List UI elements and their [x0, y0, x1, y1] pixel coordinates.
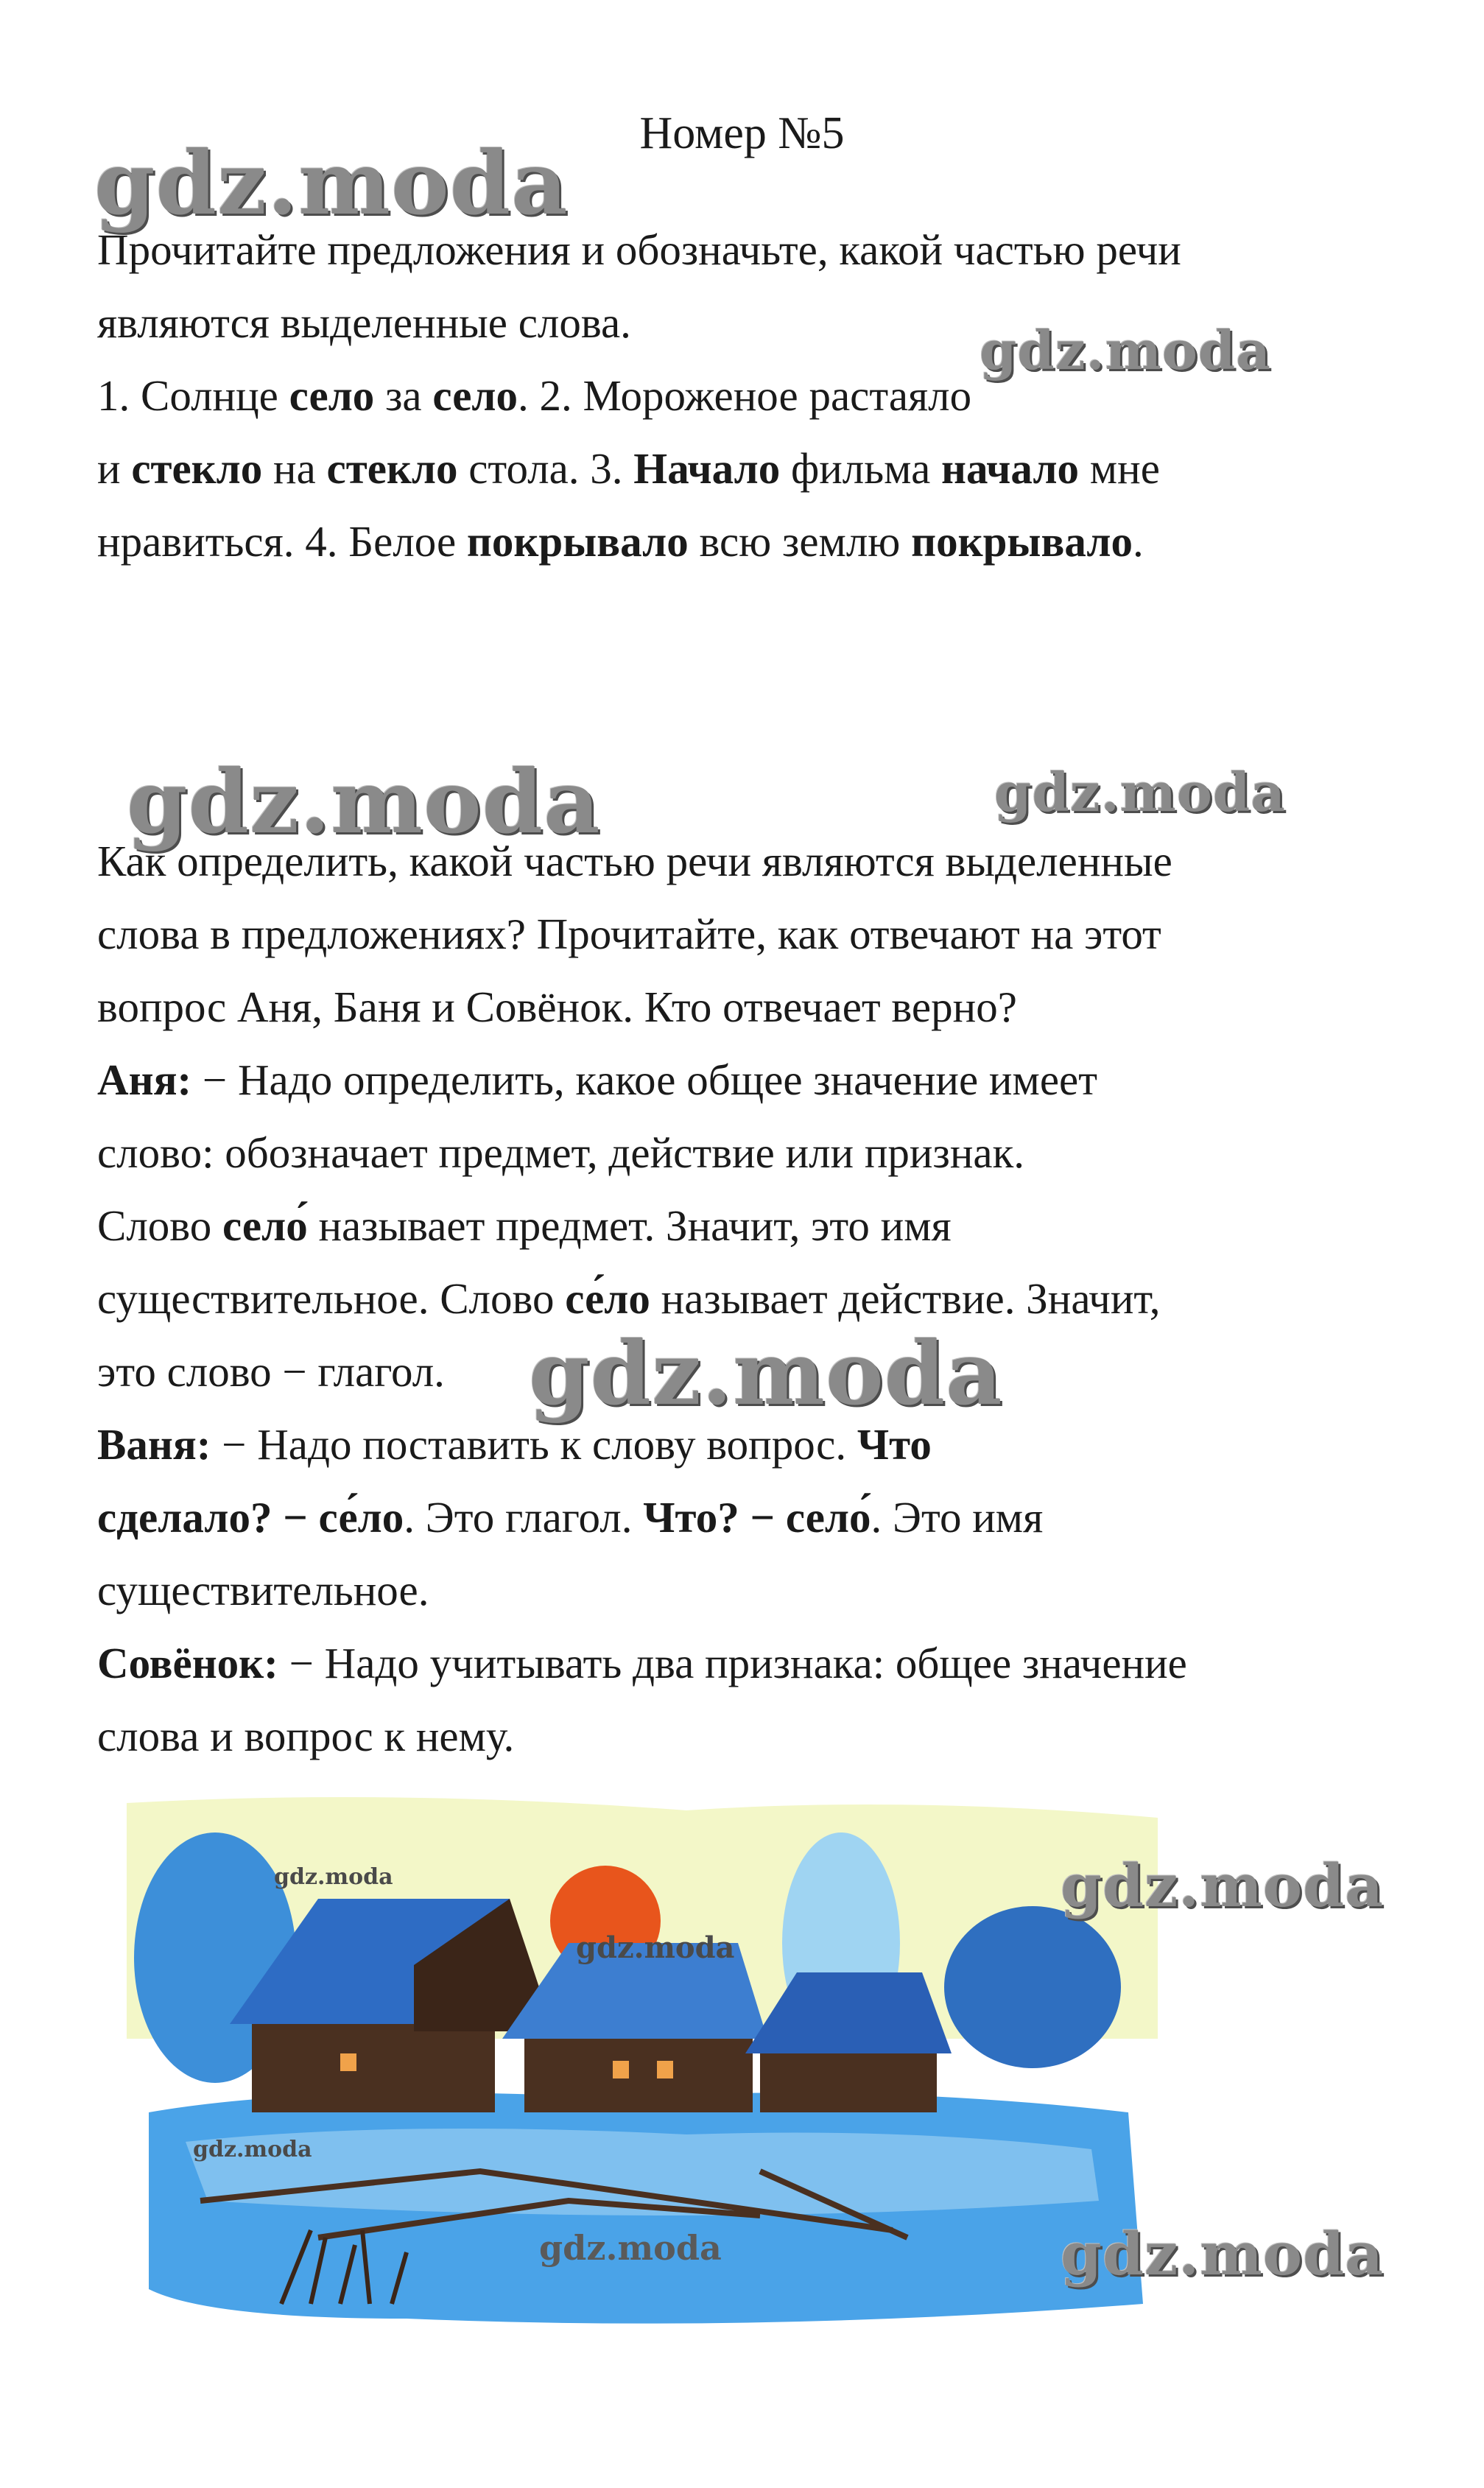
answer-vanya	[97, 1481, 1393, 1554]
text-fragment: за	[374, 371, 433, 420]
watermark: gdz.moda	[1061, 1851, 1384, 1920]
snow-highlight	[186, 2129, 1099, 2215]
text-fragment: называет действие. Значит,	[650, 1274, 1161, 1323]
answer-anya	[97, 1044, 1393, 1117]
watermark: gdz.moda	[529, 1322, 1003, 1424]
answer-anya	[97, 1189, 1393, 1262]
text-fragment: Слово	[97, 1201, 222, 1250]
speaker-name: Ваня:	[97, 1420, 211, 1469]
watermark: gdz.moda	[980, 319, 1271, 382]
text-fragment: . Это глагол.	[404, 1493, 644, 1542]
task-text	[97, 214, 1393, 578]
highlighted-word: се́ло	[565, 1274, 650, 1323]
highlighted-word: Что	[857, 1420, 932, 1469]
answer-anya	[97, 1262, 1393, 1335]
task-line	[97, 359, 1393, 432]
highlighted-word: Что? − село́	[643, 1493, 871, 1542]
answer-owl	[97, 1700, 1393, 1773]
highlighted-word: покрывало	[466, 517, 689, 566]
text-fragment: Прочитайте предложения и обозначьте, какой частью речи	[97, 225, 1181, 274]
answer-vanya	[97, 1554, 1393, 1627]
window	[657, 2061, 673, 2078]
task-line	[97, 287, 1393, 359]
text-fragment: это слово − глагол.	[97, 1347, 445, 1396]
text-fragment: слова и вопрос к нему.	[97, 1712, 515, 1760]
watermark: gdz.moda	[193, 2137, 312, 2162]
text-fragment: нравиться. 4. Белое	[97, 517, 467, 566]
answer-anya	[97, 1117, 1393, 1189]
text-fragment: и	[97, 444, 132, 493]
window	[613, 2061, 629, 2078]
text-fragment: существительное. Слово	[97, 1274, 566, 1323]
text-fragment: 1. Солнце	[97, 371, 289, 420]
task-line	[97, 214, 1393, 287]
text-fragment: . Это имя	[871, 1493, 1044, 1542]
highlighted-word: сделало? − се́ло	[97, 1493, 404, 1542]
answer-anya	[97, 1335, 1393, 1408]
text-fragment: фильма	[780, 444, 942, 493]
question-line	[97, 825, 1393, 898]
highlighted-word: Начало	[633, 444, 781, 493]
answer-vanya	[97, 1408, 1393, 1481]
text-fragment: на	[262, 444, 327, 493]
question-line	[97, 898, 1393, 971]
task-line	[97, 432, 1393, 505]
text-fragment: − Надо определить, какое общее значение имеет	[191, 1055, 1097, 1104]
watermark: gdz.moda	[1061, 2219, 1384, 2288]
text-fragment: всю землю	[688, 517, 912, 566]
text-fragment: мне	[1079, 444, 1160, 493]
winter-village-illustration	[97, 1788, 1172, 2348]
watermark: gdz.moda	[94, 132, 569, 234]
task-line	[97, 505, 1393, 578]
highlighted-word: стекло	[131, 444, 263, 493]
text-fragment: существительное.	[97, 1566, 429, 1614]
highlighted-word: стекло	[326, 444, 458, 493]
page-title: Номер №5	[639, 108, 845, 158]
text-fragment: слова в предложениях? Прочитайте, как отвечают на этот	[97, 910, 1161, 958]
watermark: gdz.moda	[994, 761, 1286, 823]
question-line	[97, 971, 1393, 1044]
watermark: gdz.moda	[539, 2228, 722, 2268]
window	[340, 2053, 356, 2071]
highlighted-word: начало	[941, 444, 1080, 493]
text-fragment: слово: обозначает предмет, действие или признак.	[97, 1128, 1024, 1177]
tree-far-right	[944, 1906, 1121, 2068]
highlighted-word: село	[289, 371, 375, 420]
text-fragment: − Надо учитывать два признака: общее значение	[278, 1639, 1187, 1687]
dialog-text	[97, 825, 1393, 1773]
house	[524, 2031, 753, 2112]
watermark: gdz.moda	[127, 751, 601, 853]
text-fragment: Как определить, какой частью речи являются выделенные	[97, 837, 1172, 885]
text-fragment: являются выделенные слова.	[97, 298, 631, 347]
highlighted-word: село́	[222, 1201, 308, 1250]
speaker-name: Аня:	[97, 1055, 192, 1104]
watermark: gdz.moda	[274, 1864, 393, 1890]
text-fragment: вопрос Аня, Баня и Совёнок. Кто отвечает верно?	[97, 983, 1017, 1031]
speaker-name: Совёнок:	[97, 1639, 278, 1687]
text-fragment: . 2. Мороженое растаяло	[518, 371, 972, 420]
text-fragment: называет предмет. Значит, это имя	[307, 1201, 952, 1250]
highlighted-word: село	[432, 371, 518, 420]
watermark: gdz.moda	[576, 1930, 735, 1965]
text-fragment: .	[1132, 517, 1144, 566]
text-fragment: − Надо поставить к слову вопрос.	[211, 1420, 857, 1469]
house	[760, 2046, 937, 2112]
answer-owl	[97, 1627, 1393, 1700]
highlighted-word: покрывало	[911, 517, 1133, 566]
text-fragment: стола. 3.	[457, 444, 634, 493]
